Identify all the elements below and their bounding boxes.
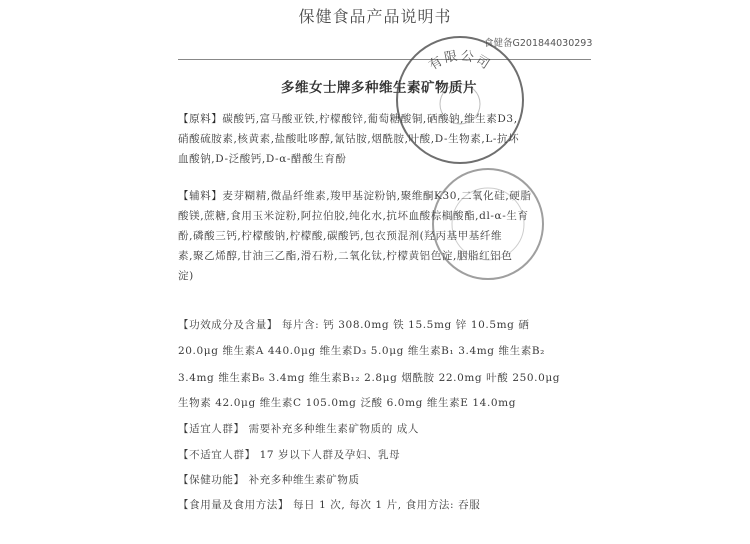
content-line: 3.4mg 维生素B₆ 3.4mg 维生素B₁₂ 2.8μg 烟酰胺 22.0mg 叶酸 250.0μg xyxy=(178,372,561,384)
content-line: 生物素 42.0μg 维生素C 105.0mg 泛酸 6.0mg 维生素E 14.0mg xyxy=(178,397,517,409)
excipients-line: 酚,磷酸三钙,柠檬酸钠,柠檬酸,碳酸钙,包衣预混剂(羟丙基甲基纤维 xyxy=(178,230,503,242)
function-value: 补充多种维生素矿物质 xyxy=(248,474,360,486)
dosage-row xyxy=(178,497,588,512)
content-label: 【功效成分及含量】 xyxy=(178,319,278,331)
suitable-label: 【适宜人群】 xyxy=(178,423,245,435)
ingredients-label: 【原料】 xyxy=(178,113,223,125)
svg-text:有限公司 xyxy=(426,48,493,73)
dosage-value: 每日 1 次, 每次 1 片, 食用方法: 吞服 xyxy=(292,499,481,511)
registration-number: 食健备G201844030293 xyxy=(484,38,593,49)
suitable-row xyxy=(178,421,588,436)
content-line: 20.0μg 维生素A 440.0μg 维生素D₃ 5.0μg 维生素B₁ 3.4mg 维生素B₂ xyxy=(178,345,545,357)
header-divider xyxy=(178,59,591,60)
ingredients-section xyxy=(178,109,578,169)
excipients-label: 【辅料】 xyxy=(178,190,223,202)
unsuitable-label: 【不适宜人群】 xyxy=(178,449,256,461)
unsuitable-value: 17 岁以下人群及孕妇、乳母 xyxy=(259,449,401,461)
excipients-line: 淀) xyxy=(178,270,194,282)
excipients-section xyxy=(178,186,578,286)
product-name: 多维女士牌多种维生素矿物质片 xyxy=(281,80,477,96)
excipients-line: 酸镁,蔗糖,食用玉米淀粉,阿拉伯胶,纯化水,抗坏血酸棕榈酸酯,dl-α-生育 xyxy=(178,210,529,222)
ingredients-line: 血酸钠,D-泛酸钙,D-α-醋酸生育酚 xyxy=(178,153,347,165)
suitable-value: 需要补充多种维生素矿物质的 成人 xyxy=(248,423,419,435)
function-row xyxy=(178,472,588,487)
ingredients-line: 硝酸硫胺素,核黄素,盐酸吡哆醇,氰钴胺,烟酰胺,叶酸,D-生物素,L-抗坏 xyxy=(178,133,520,145)
excipients-line: 素,聚乙烯醇,甘油三乙酯,滑石粉,二氧化钛,柠檬黄铝色淀,胭脂红铝色 xyxy=(178,250,513,262)
document-title: 保健食品产品说明书 xyxy=(298,7,452,26)
content-line: 【功效成分及含量】 每片含: 钙 308.0mg 铁 15.5mg 锌 10.5mg 硒 xyxy=(178,319,530,331)
ingredients-line: 【原料】碳酸钙,富马酸亚铁,柠檬酸锌,葡萄糖酸铜,硒酸钠,维生素D3, xyxy=(178,113,518,125)
excipients-line: 【辅料】麦芽糊精,微晶纤维素,羧甲基淀粉钠,聚维酮K30,二氧化硅,硬脂 xyxy=(178,190,532,202)
unsuitable-row xyxy=(178,447,588,462)
seal-text: 有限公司 xyxy=(426,48,494,74)
function-label: 【保健功能】 xyxy=(178,474,245,486)
dosage-label: 【食用量及食用方法】 xyxy=(178,499,289,511)
